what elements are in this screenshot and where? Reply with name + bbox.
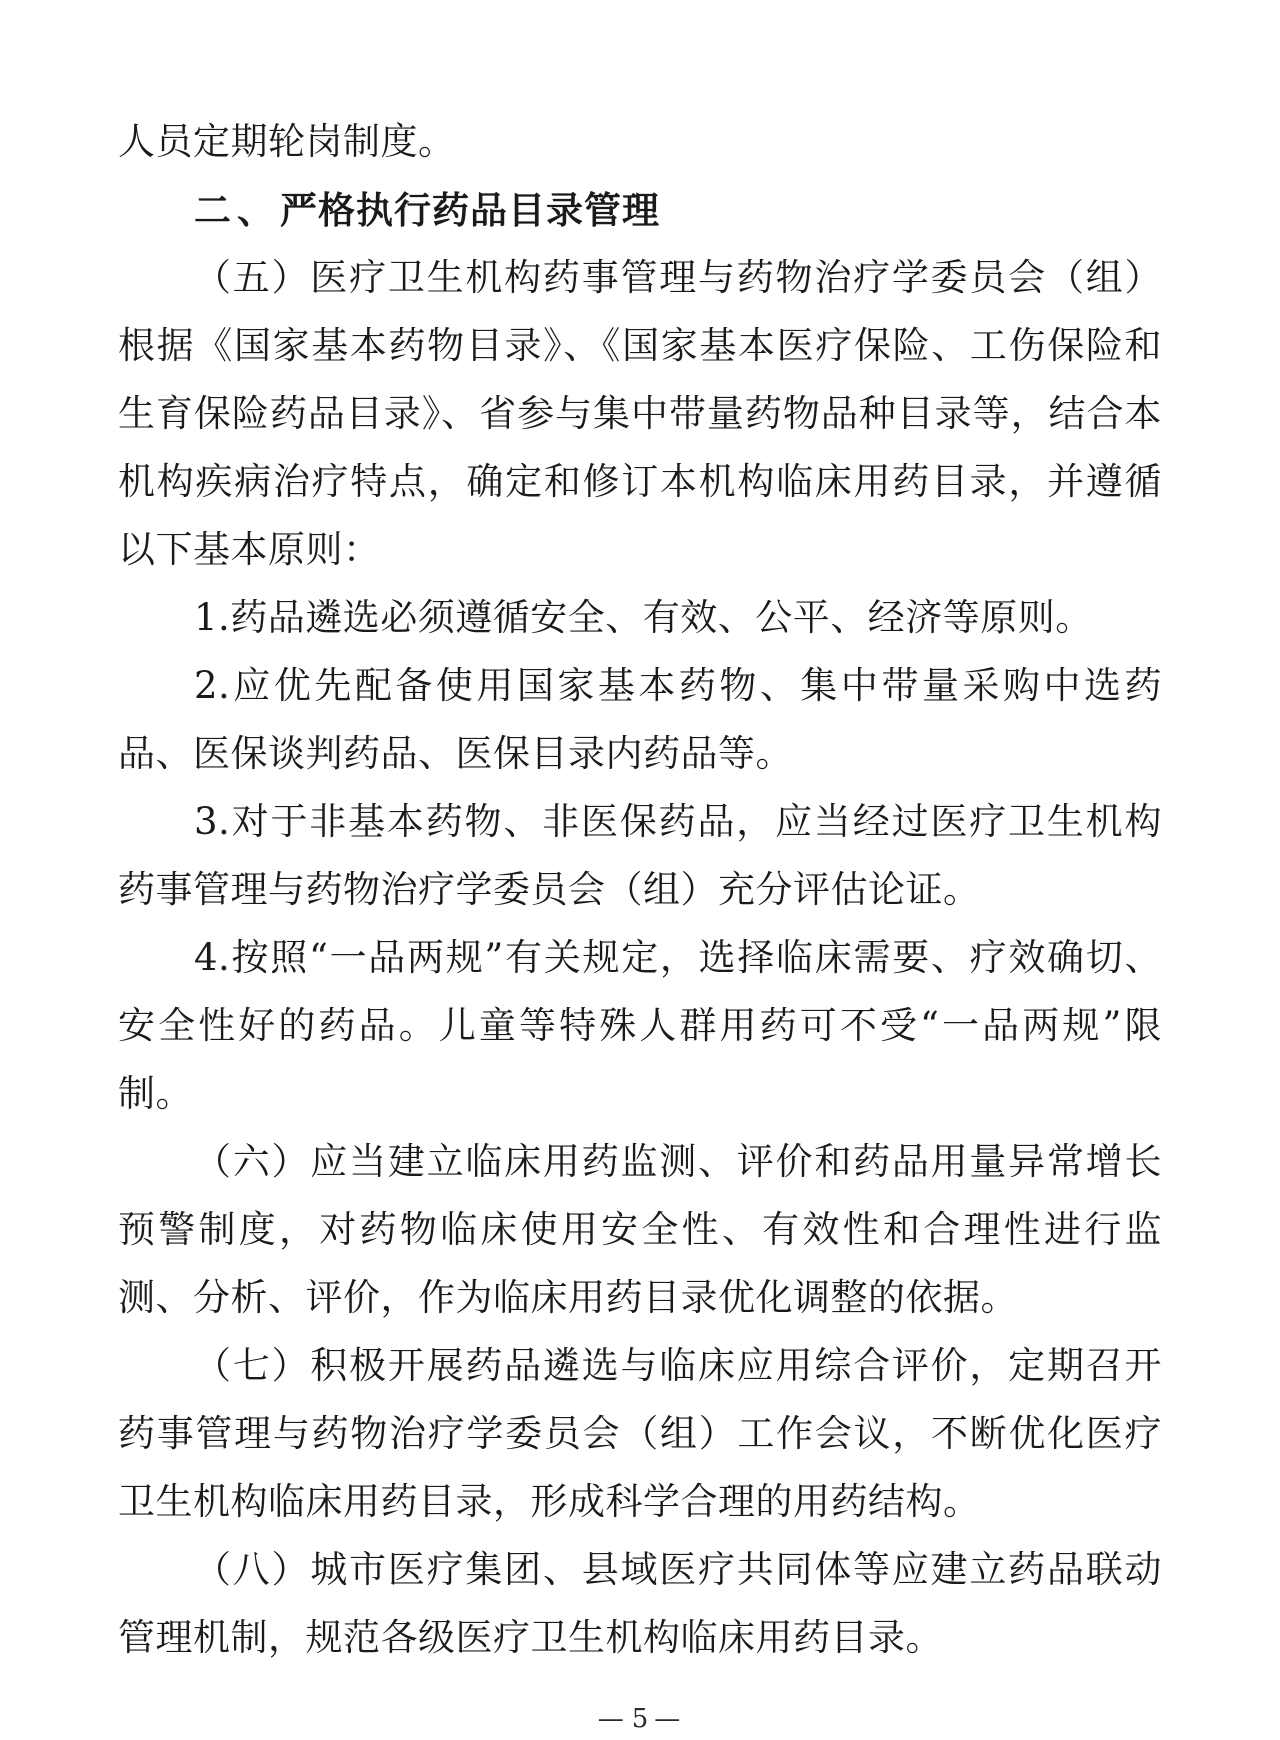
- paragraph-item-5: （五）医疗卫生机构药事管理与药物治疗学委员会（组）根据《国家基本药物目录》、《国家基本医疗保险、工伤保险和生育保险药品目录》、省参与集中带量药物品种目录等，结合本机构疾病治疗特点，确定和修订本机构临床用药目录，并遵循以下基本原则：: [118, 256, 1162, 571]
- section-heading-number: 二、: [194, 188, 280, 232]
- paragraph-continued: 人员定期轮岗制度。: [118, 120, 456, 163]
- paragraph-item-7: （七）积极开展药品遴选与临床应用综合评价，定期召开药事管理与药物治疗学委员会（组）工作会议，不断优化医疗卫生机构临床用药目录，形成科学合理的用药结构。: [118, 1344, 1162, 1523]
- paragraph-item-8: （八）城市医疗集团、县域医疗共同体等应建立药品联动管理机制，规范各级医疗卫生机构临床用药目录。: [118, 1548, 1162, 1659]
- section-heading-two: [118, 176, 1162, 244]
- page-footer: [0, 1704, 1280, 1734]
- paragraph-principle-2: 2.应优先配备使用国家基本药物、集中带量采购中选药品、医保谈判药品、医保目录内药品等。: [118, 664, 1162, 775]
- paragraph-principle-3: 3.对于非基本药物、非医保药品，应当经过医疗卫生机构药事管理与药物治疗学委员会（组）充分评估论证。: [118, 800, 1162, 911]
- paragraph-principle-4: 4.按照“一品两规”有关规定，选择临床需要、疗效确切、安全性好的药品。儿童等特殊人群用药可不受“一品两规”限制。: [118, 936, 1162, 1115]
- footer-page-number: 5: [631, 1704, 649, 1734]
- paragraph-item-6: （六）应当建立临床用药监测、评价和药品用量异常增长预警制度，对药物临床使用安全性、有效性和合理性进行监测、分析、评价，作为临床用药目录优化调整的依据。: [118, 1140, 1162, 1319]
- document-body: [118, 108, 1162, 1672]
- footer-right-dash: —: [654, 1704, 683, 1734]
- footer-left-dash: —: [597, 1704, 626, 1734]
- section-heading-text: 严格执行药品目录管理: [280, 188, 660, 232]
- paragraph-principle-1: 1.药品遴选必须遵循安全、有效、公平、经济等原则。: [194, 596, 1093, 639]
